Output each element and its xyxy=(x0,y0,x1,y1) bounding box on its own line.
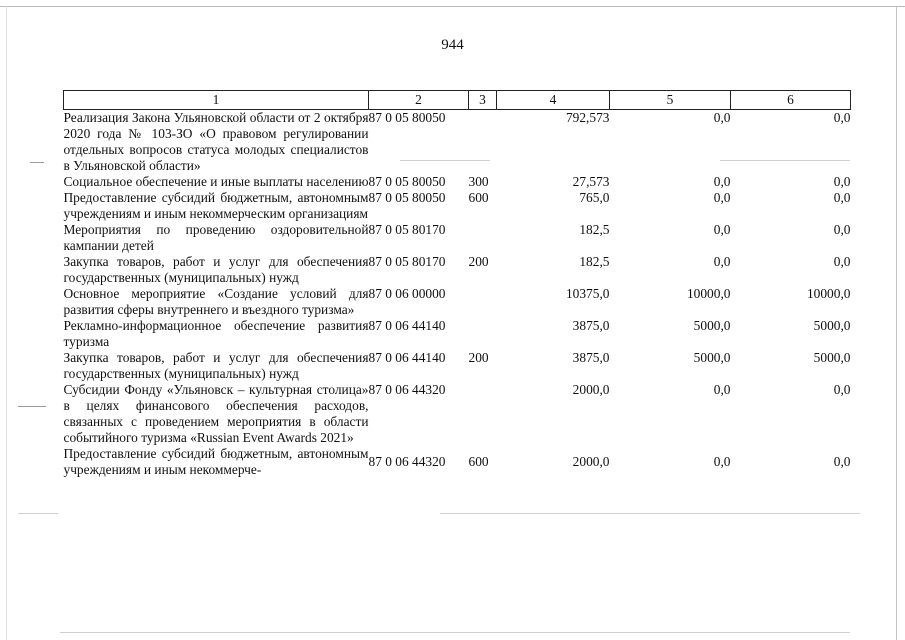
row-expense-type xyxy=(469,222,497,254)
table-row xyxy=(64,222,851,254)
row-expense-type: 300 xyxy=(468,174,489,189)
row-name: Предоставление субсидий бюджетным, автономным учреждениям и иным некоммерче- xyxy=(63,446,369,477)
row-value-col5: 0,0 xyxy=(713,110,731,125)
table-row xyxy=(64,110,851,175)
table-row xyxy=(64,286,851,318)
row-name: Реализация Закона Ульяновской области от 2 октября 2020 года № 103-ЗО «О правовом регулировании отдельных вопросов статуса молодых специалистов в Ульяновской области» xyxy=(63,110,369,173)
table-row xyxy=(64,190,851,222)
row-value-col5: 5000,0 xyxy=(693,318,731,333)
row-code: 87 0 06 44140 xyxy=(368,350,446,365)
scan-artifact xyxy=(18,513,58,514)
row-value-col4: 792,573 xyxy=(565,110,610,125)
row-name: Основное мероприятие «Создание условий для развития сферы внутреннего и въездного туризма» xyxy=(63,286,369,317)
row-value-col6: 5000,0 xyxy=(813,318,851,333)
row-value-col4: 2000,0 xyxy=(572,454,610,469)
row-value-col4: 765,0 xyxy=(579,190,610,205)
row-value-col6: 0,0 xyxy=(833,222,851,237)
row-name: Предоставление субсидий бюджетным, автономным учреждениям и иным некоммерческим организациям xyxy=(63,190,369,221)
row-value-col5: 0,0 xyxy=(713,174,731,189)
row-value-col5: 5000,0 xyxy=(693,350,731,365)
row-name: Закупка товаров, работ и услуг для обеспечения государственных (муниципальных) нужд xyxy=(63,350,369,381)
column-header: 3 xyxy=(469,91,497,110)
table-row xyxy=(64,446,851,478)
row-code: 87 0 06 44140 xyxy=(368,318,446,333)
scan-edge-left xyxy=(6,6,7,640)
row-name: Рекламно-информационное обеспечение развития туризма xyxy=(63,318,369,349)
row-expense-type: 600 xyxy=(468,190,489,205)
row-value-col6: 0,0 xyxy=(833,454,851,469)
column-header: 4 xyxy=(497,91,610,110)
row-expense-type xyxy=(469,318,497,350)
row-expense-type: 200 xyxy=(468,350,489,365)
row-value-col4: 182,5 xyxy=(579,254,610,269)
row-code: 87 0 05 80170 xyxy=(368,222,446,237)
row-code: 87 0 06 44320 xyxy=(368,454,446,469)
row-code: 87 0 06 44320 xyxy=(368,382,446,397)
row-value-col6: 10000,0 xyxy=(806,286,851,301)
scan-artifact xyxy=(400,160,490,161)
row-value-col5: 0,0 xyxy=(713,382,731,397)
row-value-col4: 3875,0 xyxy=(572,318,610,333)
table-row xyxy=(64,254,851,286)
row-name: Социальное обеспечение и иные выплаты населению xyxy=(63,174,369,189)
row-value-col6: 5000,0 xyxy=(813,350,851,365)
row-name: Мероприятия по проведению оздоровительной кампании детей xyxy=(63,222,369,253)
row-code: 87 0 05 80170 xyxy=(368,254,446,269)
row-value-col6: 0,0 xyxy=(833,382,851,397)
column-header: 6 xyxy=(731,91,851,110)
table-row xyxy=(64,174,851,190)
table-row xyxy=(64,318,851,350)
row-value-col5: 0,0 xyxy=(713,190,731,205)
page-number: 944 xyxy=(441,37,464,53)
row-value-col6: 0,0 xyxy=(833,174,851,189)
table-row xyxy=(64,382,851,446)
budget-table xyxy=(63,90,851,478)
row-value-col4: 10375,0 xyxy=(565,286,610,301)
column-header: 5 xyxy=(610,91,731,110)
row-code: 87 0 05 80050 xyxy=(368,110,446,125)
scan-artifact xyxy=(440,513,860,514)
scan-edge-top xyxy=(0,6,905,7)
row-value-col4: 2000,0 xyxy=(572,382,610,397)
scan-artifact xyxy=(60,632,850,633)
row-value-col6: 0,0 xyxy=(833,110,851,125)
row-expense-type: 600 xyxy=(468,454,489,469)
row-value-col6: 0,0 xyxy=(833,254,851,269)
row-value-col5: 0,0 xyxy=(713,254,731,269)
row-value-col6: 0,0 xyxy=(833,190,851,205)
row-name: Закупка товаров, работ и услуг для обеспечения государственных (муниципальных) нужд xyxy=(63,254,369,285)
row-expense-type xyxy=(469,286,497,318)
row-code: 87 0 05 80050 xyxy=(368,190,446,205)
scan-artifact xyxy=(18,406,46,407)
row-name: Субсидии Фонду «Ульяновск – культурная столица» в целях финансового обеспечения расходов, связанных с проведением мероприятия в области событийного туризма «Russian Event Awards 2021» xyxy=(63,382,369,445)
row-expense-type: 200 xyxy=(468,254,489,269)
row-expense-type xyxy=(469,382,497,446)
row-value-col4: 27,573 xyxy=(572,174,610,189)
row-value-col5: 0,0 xyxy=(713,222,731,237)
row-value-col5: 0,0 xyxy=(713,454,731,469)
row-expense-type xyxy=(469,110,497,175)
column-header: 1 xyxy=(64,91,369,110)
row-value-col5: 10000,0 xyxy=(686,286,731,301)
scan-artifact xyxy=(720,160,850,161)
column-header-row xyxy=(64,91,851,110)
scan-edge-right xyxy=(896,6,897,640)
table-row xyxy=(64,350,851,382)
scan-artifact xyxy=(30,162,44,163)
column-header: 2 xyxy=(369,91,469,110)
row-value-col4: 3875,0 xyxy=(572,350,610,365)
row-code: 87 0 06 00000 xyxy=(368,286,446,301)
row-value-col4: 182,5 xyxy=(579,222,610,237)
row-code: 87 0 05 80050 xyxy=(368,174,446,189)
